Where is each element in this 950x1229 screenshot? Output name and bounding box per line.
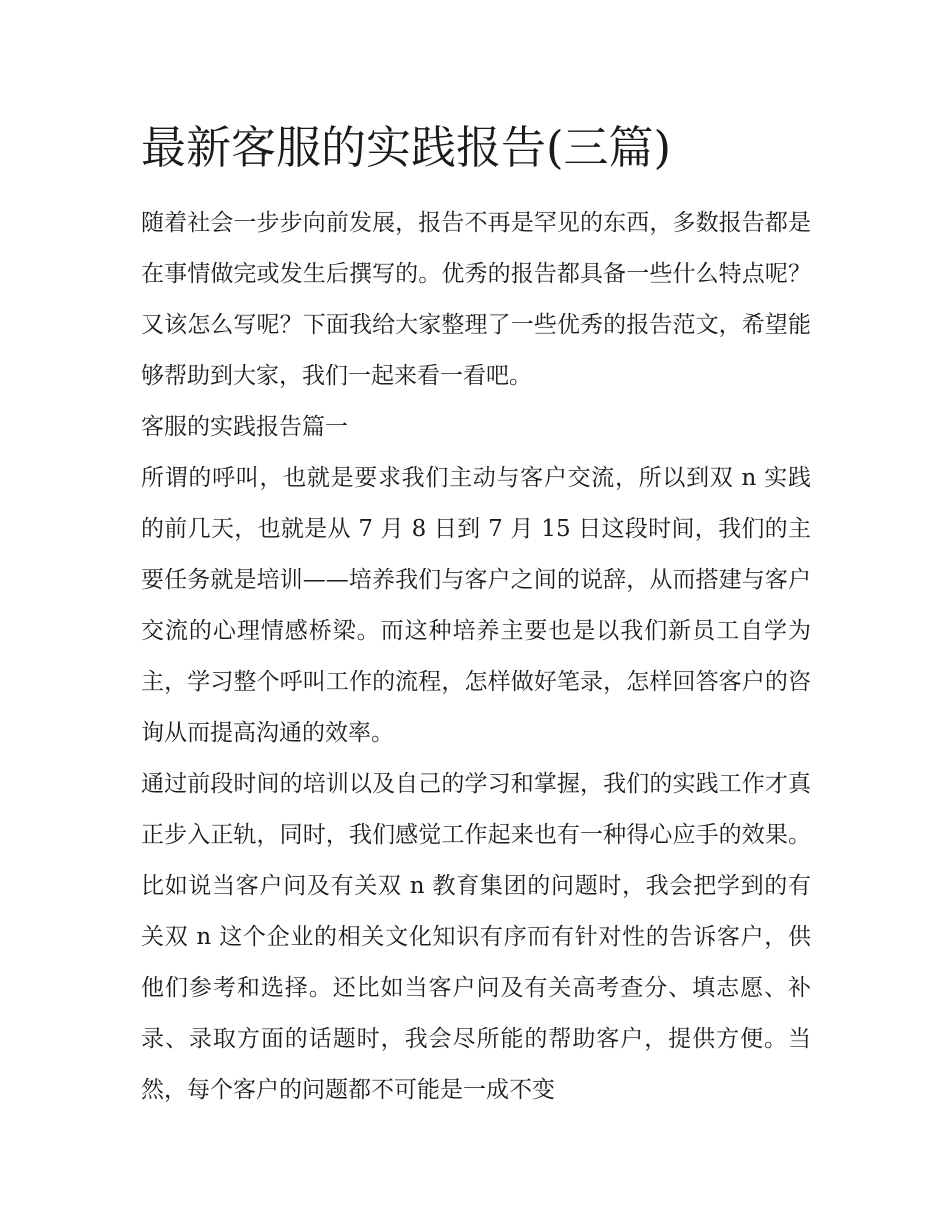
document-page [141,112,811,1116]
intro-paragraph: 随着社会一步步向前发展，报告不再是罕见的东西，多数报告都是在事情做完或发生后撰写的。优秀的报告都具备一些什么特点呢？又该怎么写呢？下面我给大家整理了一些优秀的报告范文，希望能够帮助到大家，我们一起来看一看吧。 [141,210,811,389]
section-heading: 客服的实践报告篇一 [141,414,348,440]
body-paragraph-1: 所谓的呼叫，也就是要求我们主动与客户交流，所以到双 n 实践的前几天，也就是从 7 月 8 日到 7 月 15 日这段时间，我们的主要任务就是培训——培养我们与客户之间的说辞，从而搭建与客户交流的心理情感桥梁。而这种培养主要也是以我们新员工自学为主，学习整个呼叫工作的流程，怎样做好笔录，怎样回答客户的咨询从而提高沟通的效率。 [141,465,811,746]
body-paragraph-2: 通过前段时间的培训以及自己的学习和掌握，我们的实践工作才真正步入正轨，同时，我们感觉工作起来也有一种得心应手的效果。比如说当客户问及有关双 n 教育集团的问题时，我会把学到的有关双 n 这个企业的相关文化知识有序而有针对性的告诉客户，供他们参考和选择。还比如当客户问及有关高考查分、填志愿、补录、录取方面的话题时，我会尽所能的帮助客户，提供方便。当然，每个客户的问题都不可能是一成不变 [141,771,811,1103]
document-title: 最新客服的实践报告(三篇) [141,121,672,174]
